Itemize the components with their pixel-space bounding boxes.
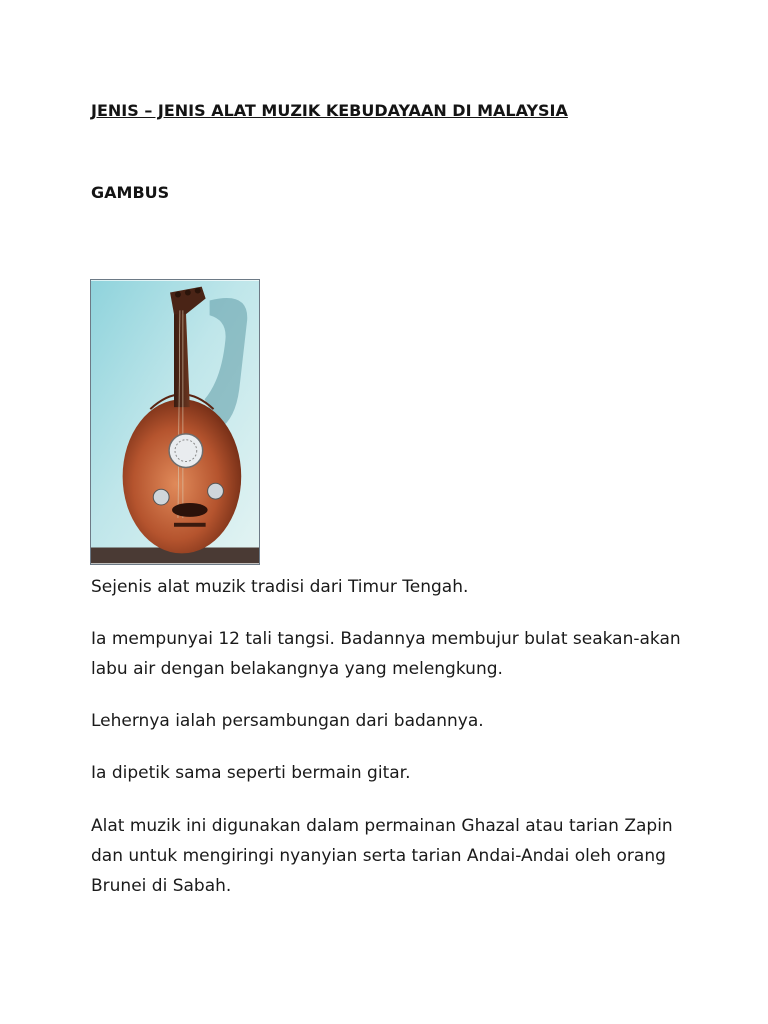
paragraph-neck: Lehernya ialah persambungan dari badannya.: [91, 711, 484, 731]
gambus-illustration: [91, 280, 259, 564]
page-title: JENIS – JENIS ALAT MUZIK KEBUDAYAAN DI MALAYSIA: [91, 101, 568, 120]
paragraph-origin: Sejenis alat muzik tradisi dari Timur Tengah.: [91, 577, 469, 597]
paragraph-usage: Alat muzik ini digunakan dalam permainan Ghazal atau tarian Zapin dan untuk mengiringi nyanyian serta tarian Andai-Andai oleh orang Brunei di Sabah.: [91, 816, 673, 896]
gambus-image: [90, 279, 260, 565]
section-heading-gambus: GAMBUS: [91, 183, 170, 202]
paragraph-playing: Ia dipetik sama seperti bermain gitar.: [91, 763, 411, 783]
paragraph-strings-body: Ia mempunyai 12 tali tangsi. Badannya membujur bulat seakan-akan labu air dengan belakangnya yang melengkung.: [91, 629, 681, 679]
